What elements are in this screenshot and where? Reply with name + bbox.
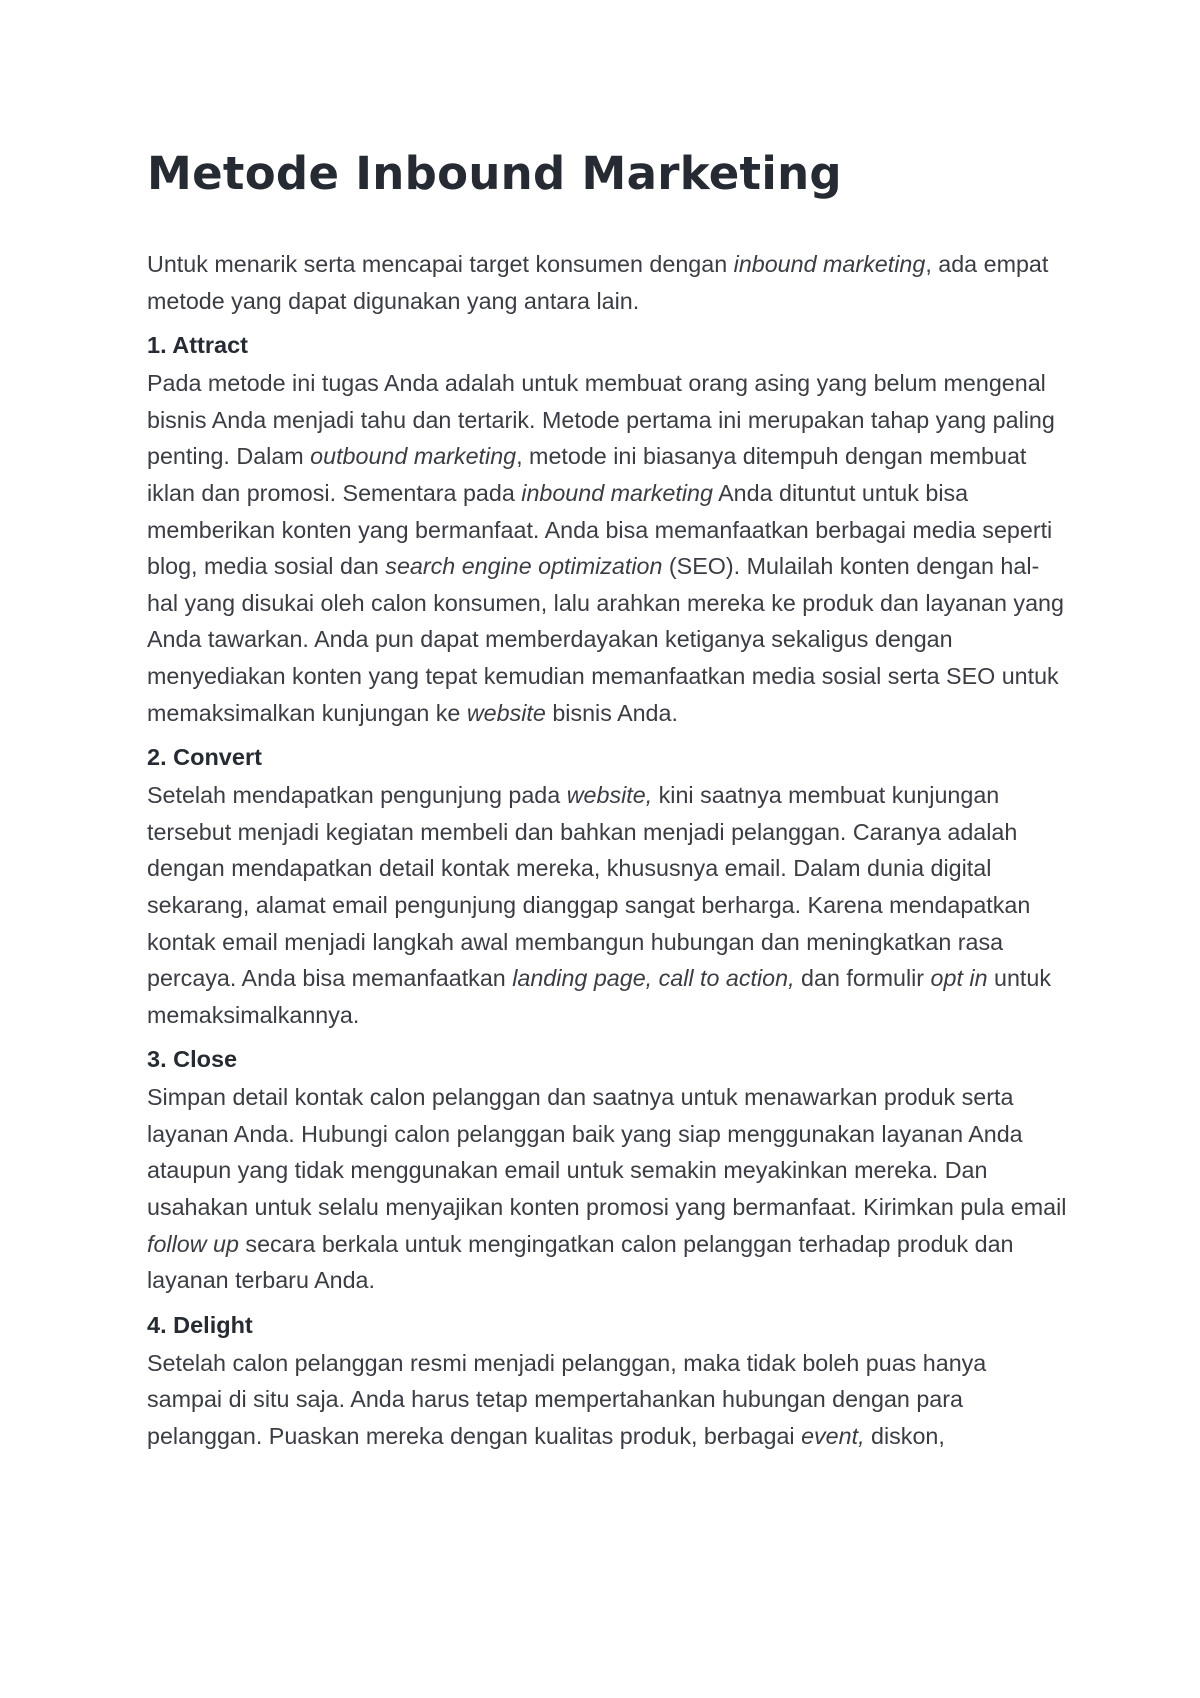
text-run: , metode ini biasanya ditempuh dengan membuat iklan dan promosi. Sementara pada [147, 443, 1027, 506]
intro-paragraph [147, 246, 1067, 319]
italic-text-run: landing page, call to action, [512, 965, 795, 992]
section-heading-close: 3. Close [147, 1046, 238, 1073]
section-body-delight [147, 1345, 1067, 1455]
italic-text-run: event, [801, 1423, 865, 1450]
text-run: Setelah calon pelanggan resmi menjadi pelanggan, maka tidak boleh puas hanya sampai di situ saja. Anda harus tetap mempertahankan hubungan dengan para pelanggan. Puaskan mereka dengan kualitas produk, berbagai [147, 1349, 987, 1450]
italic-text-run: outbound marketing [310, 443, 517, 470]
italic-text-run: website, [566, 782, 653, 809]
text-run: kini saatnya membuat kunjungan tersebut menjadi kegiatan membeli dan bahkan menjadi pelanggan. Caranya adalah dengan mendapatkan detail kontak mereka, khususnya email. Dalam dunia digital sekarang, alamat email pengunjung dianggap sangat berharga. Karena mendapatkan kontak email menjadi langkah awal membangun hubungan dan meningkatkan rasa percaya. Anda bisa memanfaatkan [147, 782, 1031, 992]
text-run: untuk memaksimalkannya. [147, 965, 1051, 1028]
italic-text-run: search engine optimization [385, 553, 663, 580]
section-body-attract [147, 365, 1067, 731]
text-run: dan formulir [794, 965, 931, 992]
section-heading-convert: 2. Convert [147, 744, 262, 771]
italic-text-run: follow up [147, 1230, 239, 1257]
text-run: Untuk menarik serta mencapai target konsumen dengan [147, 251, 734, 277]
text-run: Anda dituntut untuk bisa memberikan konten yang bermanfaat. Anda bisa memanfaatkan berbagai media seperti blog, media sosial dan [147, 479, 1053, 580]
section-body-convert [147, 777, 1067, 1033]
italic-text-run: opt in [930, 965, 988, 992]
italic-text-run: inbound marketing [733, 251, 926, 277]
text-run: diskon, [864, 1423, 945, 1450]
text-run: Pada metode ini tugas Anda adalah untuk membuat orang asing yang belum mengenal bisnis Anda menjadi tahu dan tertarik. Metode pertama ini merupakan tahap yang paling penting. Dalam [147, 370, 1055, 470]
text-run: Setelah mendapatkan pengunjung pada [147, 782, 567, 809]
text-run: secara berkala untuk mengingatkan calon pelanggan terhadap produk dan layanan terbaru Anda. [147, 1230, 1014, 1294]
section-body-close [147, 1079, 1067, 1299]
text-run: , ada empat metode yang dapat digunakan yang antara lain. [147, 251, 1049, 314]
document-title: Metode Inbound Marketing [147, 147, 842, 200]
italic-text-run: inbound marketing [521, 479, 713, 506]
section-heading-attract: 1. Attract [147, 332, 248, 359]
text-run: bisnis Anda. [545, 699, 678, 726]
document-content [147, 140, 1067, 1463]
section-heading-delight: 4. Delight [147, 1311, 253, 1338]
text-run: Simpan detail kontak calon pelanggan dan saatnya untuk menawarkan produk serta layanan Anda. Hubungi calon pelanggan baik yang siap menggunakan layanan Anda ataupun yang tidak menggunakan email untuk semakin meyakinkan mereka. Dan usahakan untuk selalu menyajikan konten promosi yang bermanfaat. Kirimkan pula email [147, 1084, 1067, 1221]
italic-text-run: website [466, 699, 546, 726]
text-run: (SEO). Mulailah konten dengan hal-hal yang disukai oleh calon konsumen, lalu arahkan mereka ke produk dan layanan yang Anda tawarkan. Anda pun dapat memberdayakan ketiganya sekaligus dengan menyediakan konten yang tepat kemudian memanfaatkan media sosial serta SEO untuk memaksimalkan kunjungan ke [147, 553, 1064, 726]
